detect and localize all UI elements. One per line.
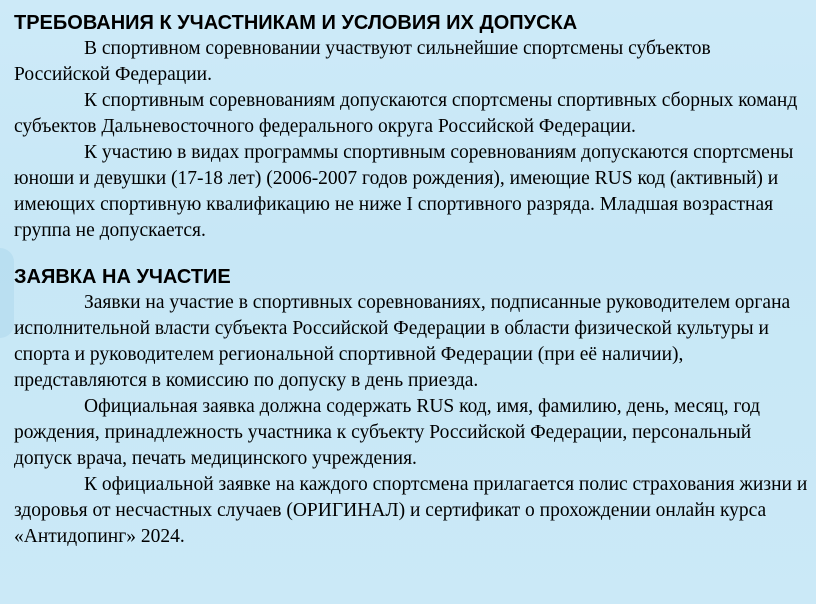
background-decoration — [0, 248, 14, 338]
paragraph: К участию в видах программы спортивным соревнованиям допускаются спортсмены юноши и девушки (17-18 лет) (2006-2007 годов рождения), имеющие RUS код (активный) и имеющих спортивную квалификацию не ниже I спортивного разряда. Младшая возрастная группа не допускается. — [14, 142, 794, 241]
section-spacer — [14, 244, 810, 264]
paragraph: К официальной заявке на каждого спортсмена прилагается полис страхования жизни и здоровья от несчастных случаев (ОРИГИНАЛ) и сертификат о прохождении онлайн курса «Антидопинг» 2024. — [14, 474, 808, 547]
paragraph: Заявки на участие в спортивных соревнованиях, подписанные руководителем органа исполнительной власти субъекта Российской Федерации в области физической культуры и спорта и руководителем региональной спортивной Федерации (при её наличии), представляются в комиссию по допуску в день приезда. — [14, 292, 791, 391]
section-application — [14, 264, 810, 550]
paragraph: В спортивном соревновании участвуют сильнейшие спортсмены субъектов Российской Федерации. — [14, 38, 711, 85]
document-content — [14, 10, 810, 550]
section-participant-requirements — [14, 10, 810, 244]
section-heading: ЗАЯВКА НА УЧАСТИЕ — [14, 266, 231, 288]
section-heading: ТРЕБОВАНИЯ К УЧАСТНИКАМ И УСЛОВИЯ ИХ ДОПУСКА — [14, 12, 578, 34]
paragraph: Официальная заявка должна содержать RUS код, имя, фамилию, день, месяц, год рождения, принадлежность участника к субъекту Российской Федерации, персональный допуск врача, печать медицинского учреждения. — [14, 396, 761, 469]
paragraph: К спортивным соревнованиям допускаются спортсмены спортивных сборных команд субъектов Дальневосточного федерального округа Российской Федерации. — [14, 90, 798, 137]
